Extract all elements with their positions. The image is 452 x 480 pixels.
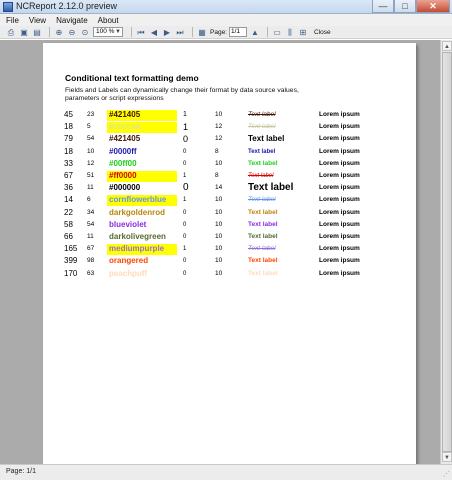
color-name: darkolivegreen xyxy=(109,232,166,241)
value-e: 10 xyxy=(215,196,223,204)
value-b: 11 xyxy=(87,184,94,192)
text-label: Text label xyxy=(248,269,278,277)
value-d: 0 xyxy=(183,258,187,265)
print-icon[interactable]: ⎙ xyxy=(7,27,15,37)
menu-view[interactable]: View xyxy=(28,15,47,25)
lorem-label: Lorem ipsum xyxy=(319,172,360,179)
zoom-select[interactable] xyxy=(93,27,123,37)
value-a: 18 xyxy=(64,146,73,156)
report-row xyxy=(43,170,416,182)
resize-grip-icon[interactable]: ⋰ xyxy=(443,471,450,478)
value-a: 165 xyxy=(64,244,78,254)
value-d: 0 xyxy=(183,209,187,216)
value-a: 79 xyxy=(64,134,73,144)
value-d: 0 xyxy=(183,221,187,228)
value-b: 54 xyxy=(87,220,95,228)
color-name: peachpuff xyxy=(109,268,148,278)
value-e: 12 xyxy=(215,123,223,131)
text-label: Text label xyxy=(248,134,285,144)
color-name: #ccccaa xyxy=(109,122,141,132)
value-b: 54 xyxy=(87,135,95,143)
status-bar xyxy=(0,464,452,480)
report-row xyxy=(43,146,416,158)
text-label: Text label xyxy=(248,257,278,265)
value-e: 12 xyxy=(215,135,223,143)
report-description: Fields and Labels can dynamically change their format by data source values, parameters or script expressions xyxy=(65,87,299,102)
save-icon[interactable]: ▣ xyxy=(20,27,28,37)
scroll-down-icon[interactable]: ▼ xyxy=(442,452,452,462)
value-b: 98 xyxy=(87,257,95,265)
toolbar-separator xyxy=(192,27,193,37)
lorem-label: Lorem ipsum xyxy=(319,233,360,240)
text-label: Text label xyxy=(248,245,276,253)
toolbar-separator xyxy=(131,27,132,37)
value-d: 0 xyxy=(183,234,187,240)
scroll-up-icon[interactable]: ▲ xyxy=(442,41,452,51)
lorem-label: Lorem ipsum xyxy=(319,208,360,216)
prev-page-icon[interactable]: ◀ xyxy=(150,27,158,37)
color-name: #000000 xyxy=(109,183,141,193)
color-name: orangered xyxy=(109,256,149,266)
value-d: 0 xyxy=(183,148,187,155)
lorem-label: Lorem ipsum xyxy=(319,220,360,228)
maximize-button[interactable]: □ xyxy=(394,0,416,13)
minimize-button[interactable]: — xyxy=(372,0,394,13)
value-b: 11 xyxy=(87,233,94,240)
report-row xyxy=(43,194,416,206)
report-row xyxy=(43,219,416,231)
value-e: 10 xyxy=(215,257,223,265)
value-d: 1 xyxy=(183,122,189,133)
lorem-label: Lorem ipsum xyxy=(319,123,360,131)
value-d: 0 xyxy=(183,160,187,167)
report-row xyxy=(43,121,416,133)
value-e: 10 xyxy=(215,245,223,253)
report-row xyxy=(43,207,416,219)
text-label: Text label xyxy=(248,196,276,204)
text-label: Text label xyxy=(248,208,278,216)
page-up-icon[interactable]: ▲ xyxy=(251,27,259,37)
report-row xyxy=(43,231,416,243)
title-bar xyxy=(0,0,452,14)
value-a: 67 xyxy=(64,171,73,180)
value-d: 1 xyxy=(183,173,187,179)
value-b: 10 xyxy=(87,147,95,155)
menu-navigate[interactable]: Navigate xyxy=(56,15,88,25)
value-a: 18 xyxy=(64,122,73,132)
value-d: 1 xyxy=(183,246,187,253)
color-name: mediumpurple xyxy=(109,244,165,254)
value-b: 23 xyxy=(87,111,95,118)
value-a: 399 xyxy=(64,256,78,266)
zoom-in-icon[interactable]: ⊕ xyxy=(55,27,63,37)
text-label: Text label xyxy=(248,111,276,118)
report-row xyxy=(43,255,416,267)
text-label: Text label xyxy=(248,182,294,194)
value-d: 0 xyxy=(183,134,189,145)
zoom-fit-icon[interactable]: ⊙ xyxy=(81,27,89,37)
color-name: darkgoldenrod xyxy=(109,207,166,217)
scrollbar-thumb[interactable] xyxy=(442,52,452,452)
zoom-out-icon[interactable]: ⊖ xyxy=(68,27,76,37)
lorem-label: Lorem ipsum xyxy=(319,184,360,192)
value-e: 10 xyxy=(215,269,223,277)
vertical-scrollbar[interactable] xyxy=(440,40,452,464)
color-name: #ff0000 xyxy=(109,171,137,180)
report-row xyxy=(43,133,416,145)
value-a: 22 xyxy=(64,207,73,217)
value-a: 45 xyxy=(64,110,73,119)
value-e: 8 xyxy=(215,147,219,155)
close-window-button[interactable]: ✕ xyxy=(416,0,450,13)
export-icon[interactable]: ▤ xyxy=(33,27,41,37)
value-e: 10 xyxy=(215,159,223,167)
value-d: 1 xyxy=(183,197,187,204)
value-b: 51 xyxy=(87,172,95,179)
toolbar xyxy=(0,26,452,39)
value-a: 170 xyxy=(64,268,78,278)
text-label: Text label xyxy=(248,159,278,167)
lorem-label: Lorem ipsum xyxy=(319,159,360,167)
value-b: 12 xyxy=(87,159,95,167)
value-a: 66 xyxy=(64,232,73,241)
value-b: 67 xyxy=(87,245,95,253)
color-name: #00ff00 xyxy=(109,158,137,168)
toolbar-separator xyxy=(49,27,50,37)
lorem-label: Lorem ipsum xyxy=(319,196,360,204)
value-b: 34 xyxy=(87,208,95,216)
window-title: NCReport 2.12.0 preview xyxy=(16,1,118,11)
report-page xyxy=(43,43,416,464)
app-icon xyxy=(3,2,13,12)
lorem-label: Lorem ipsum xyxy=(319,111,360,118)
report-row xyxy=(43,268,416,280)
lorem-label: Lorem ipsum xyxy=(319,269,360,277)
first-page-icon[interactable]: ⏮ xyxy=(137,27,145,37)
report-row xyxy=(43,109,416,121)
color-name: #0000ff xyxy=(109,146,137,156)
view-single-icon[interactable]: ▭ xyxy=(273,27,281,37)
view-continuous-icon[interactable]: ⫼ xyxy=(288,27,292,37)
text-label: Text label xyxy=(248,123,276,131)
lorem-label: Lorem ipsum xyxy=(319,257,360,265)
page-input[interactable]: 1/1 xyxy=(229,27,247,37)
next-page-icon[interactable]: ▶ xyxy=(163,27,171,37)
lorem-label: Lorem ipsum xyxy=(319,245,360,253)
page-icon: ▦ xyxy=(198,27,206,37)
report-row xyxy=(43,158,416,170)
value-a: 33 xyxy=(64,158,73,168)
value-e: 10 xyxy=(215,208,223,216)
window-controls xyxy=(372,0,450,13)
menu-about[interactable]: About xyxy=(97,15,119,25)
toolbar-separator xyxy=(267,27,268,37)
report-title: Conditional text formatting demo xyxy=(65,73,199,83)
value-e: 10 xyxy=(215,220,223,228)
color-name: #421405 xyxy=(109,110,141,119)
menu-bar xyxy=(0,14,452,26)
color-name: blueviolet xyxy=(109,219,147,229)
report-row xyxy=(43,182,416,194)
chevron-down-icon: ▼ xyxy=(115,29,121,35)
last-page-icon[interactable]: ⏭ xyxy=(176,27,184,37)
value-d: 0 xyxy=(183,182,189,194)
text-label: Text label xyxy=(248,173,274,179)
lorem-label: Lorem ipsum xyxy=(319,147,360,155)
text-label: Text label xyxy=(248,220,278,228)
text-label: Text label xyxy=(248,148,276,155)
lorem-label: Lorem ipsum xyxy=(319,135,360,143)
value-a: 58 xyxy=(64,219,73,229)
color-name: cornflowerblue xyxy=(109,195,167,205)
value-d: 1 xyxy=(183,111,187,118)
value-d: 0 xyxy=(183,270,187,277)
value-b: 6 xyxy=(87,196,91,204)
value-b: 5 xyxy=(87,123,91,131)
value-e: 8 xyxy=(215,172,219,179)
page-label: Page: xyxy=(210,28,227,36)
report-row xyxy=(43,243,416,255)
close-button[interactable]: Close xyxy=(314,28,331,36)
zoom-value: 100 % xyxy=(96,28,115,35)
value-e: 14 xyxy=(215,184,223,192)
value-a: 14 xyxy=(64,195,73,205)
value-a: 36 xyxy=(64,183,73,193)
value-e: 10 xyxy=(215,111,223,118)
menu-file[interactable]: File xyxy=(6,15,19,25)
preview-workspace xyxy=(0,40,452,464)
value-e: 10 xyxy=(215,233,223,240)
text-label: Text label xyxy=(248,233,278,240)
color-name: #421405 xyxy=(109,134,141,144)
view-fit-icon[interactable]: ⊞ xyxy=(299,27,307,37)
status-text: Page: 1/1 xyxy=(6,468,36,475)
value-b: 63 xyxy=(87,269,95,277)
